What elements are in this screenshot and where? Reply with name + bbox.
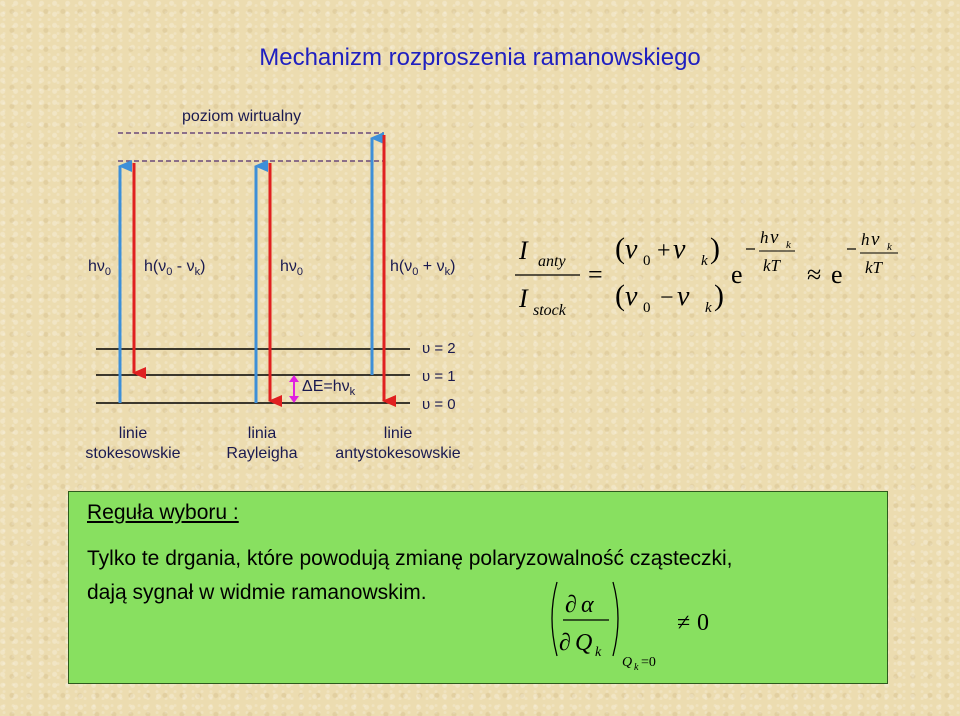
svg-text:α: α: [581, 592, 594, 618]
level-v1-label: υ = 1: [422, 368, 456, 385]
svg-text:stock: stock: [533, 302, 566, 319]
delta-e-arrow: [289, 375, 299, 403]
svg-text:k: k: [786, 239, 791, 251]
svg-text:(: (: [615, 232, 625, 265]
svg-text:): ): [714, 279, 724, 312]
level-v0-label: υ = 0: [422, 396, 456, 413]
svg-text:k: k: [887, 241, 892, 253]
selection-rule-line1: Tylko te drgania, które powodują zmianę polaryzowalność cząsteczki,: [87, 547, 733, 570]
polarizability-derivative-formula: [545, 578, 725, 678]
svg-text:ν: ν: [673, 234, 686, 265]
transition-label-stokes-out: $h(\nu_0 - \nu_k)$: [144, 258, 206, 279]
svg-text:kT: kT: [763, 256, 780, 275]
svg-text:0: 0: [643, 253, 651, 269]
svg-text:=: =: [588, 260, 603, 289]
intensity-ratio-formula: [505, 215, 915, 330]
svg-text:=0: =0: [641, 655, 656, 670]
svg-text:ν: ν: [625, 281, 638, 312]
svg-text:ν: ν: [625, 234, 638, 265]
svg-text:I: I: [519, 236, 528, 265]
antistokes-lines-label: linie antystokesowskie: [335, 425, 461, 462]
svg-text:k: k: [701, 253, 708, 269]
selection-rule-line2: dają sygnał w widmie ramanowskim.: [87, 581, 427, 604]
svg-text:anty: anty: [538, 253, 566, 270]
svg-text:∂: ∂: [559, 630, 571, 656]
svg-text:k: k: [705, 300, 712, 316]
svg-text:e: e: [731, 260, 743, 289]
svg-text:): ): [710, 232, 720, 265]
svg-text:+: +: [657, 238, 671, 264]
svg-text:ν: ν: [871, 229, 880, 250]
svg-text:k: k: [595, 645, 602, 660]
stokes-lines-label: linie stokesowskie: [85, 425, 181, 462]
svg-text:kT: kT: [865, 258, 882, 277]
svg-text:0: 0: [697, 610, 709, 636]
svg-text:−: −: [660, 285, 674, 311]
selection-rule-title: Reguła wyboru :: [87, 501, 239, 524]
svg-text:h: h: [760, 228, 769, 247]
svg-text:k: k: [634, 662, 639, 673]
svg-text:ν: ν: [770, 227, 779, 248]
svg-text:≠: ≠: [677, 610, 691, 636]
svg-text:∂: ∂: [565, 592, 577, 618]
svg-text:e: e: [831, 260, 843, 289]
svg-text:≈: ≈: [807, 260, 822, 289]
svg-text:Q: Q: [575, 630, 593, 656]
svg-text:(: (: [615, 279, 625, 312]
svg-text:Q: Q: [622, 655, 633, 670]
virtual-level-label: poziom wirtualny: [182, 108, 302, 125]
page-title: Mechanizm rozproszenia ramanowskiego: [259, 44, 701, 71]
transition-label-rayleigh: $h\nu_0$: [280, 258, 304, 279]
transition-label-antistokes: $h(\nu_0 + \nu_k)$: [390, 258, 456, 279]
svg-text:I: I: [519, 284, 528, 313]
svg-text:0: 0: [643, 300, 651, 316]
level-v2-label: υ = 2: [422, 340, 456, 357]
svg-text:h: h: [861, 230, 870, 249]
rayleigh-line-label: linia Rayleigha: [226, 425, 298, 462]
svg-text:ν: ν: [677, 281, 690, 312]
delta-e-label: $\Delta E=h\nu_k$: [302, 378, 356, 399]
transition-label-stokes-in: $h\nu_0$: [88, 258, 112, 279]
